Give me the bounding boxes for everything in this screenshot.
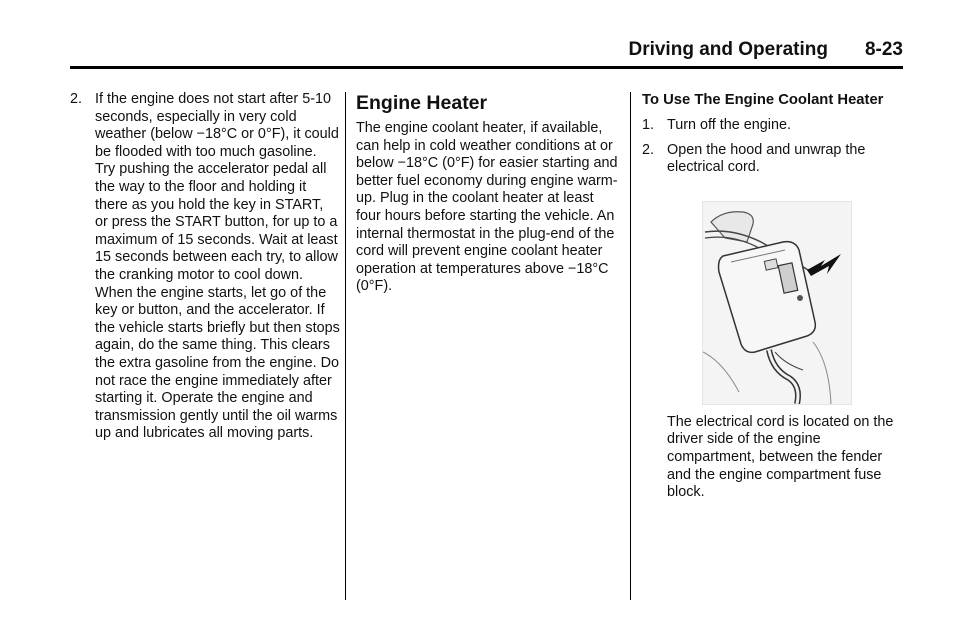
- coolant-heater-illustration: [702, 201, 852, 405]
- column-divider-right: [630, 92, 631, 600]
- page-number: 8-23: [864, 39, 903, 60]
- step-number: 2.: [642, 141, 655, 158]
- column-right: [642, 91, 904, 502]
- engine-coolant-heater-cord-illustration-icon: [703, 202, 851, 404]
- step-text: Open the hood and unwrap the electrical cord.: [667, 141, 866, 176]
- figure-caption-text: The electrical cord is located on the driver side of the engine compartment, between the fender and the engine compartment fuse block.: [667, 413, 894, 501]
- subsection-heading: To Use The Engine Coolant Heater: [642, 92, 884, 108]
- list-item: [642, 117, 904, 135]
- step-number: 2.: [70, 91, 83, 107]
- column-middle: [356, 91, 622, 296]
- section-body: The engine coolant heater, if available, can help in cold weather conditions at or below −18°C (0°F) for easier starting and better fuel economy during engine warm-up. Plug in the coolant heater at least four hours before starting the vehicle. An internal thermostat in the plug-end of the cord will prevent engine coolant heater operation at temperatures above −18°C (0°F).: [356, 120, 618, 295]
- list-item: [642, 142, 904, 177]
- step-number: 1.: [642, 117, 655, 133]
- step-text: If the engine does not start after 5-10 seconds, especially in very cold weather (below −18°C or 0°F), it could be flooded with too much gasoline. Try pushing the accelerator pedal all the way to the floor and holding it there as you hold the key in START, or press the START button, for up to a maximum of 15 seconds. Wait at least 15 seconds between each try, to allow the cranking motor to cool down. When the engine starts, let go of the key or button, and the accelerator. If the vehicle starts briefly but then stops again, do the same thing. This clears the extra gasoline from the engine. Do not race the engine immediately after starting it. Operate the engine and transmission gently until the oil warms up and lubricates all moving parts.: [95, 91, 340, 442]
- section-title: Driving and Operating: [628, 39, 828, 60]
- column-left: [70, 91, 340, 443]
- column-divider-left: [345, 92, 346, 600]
- section-heading: Engine Heater: [356, 92, 488, 114]
- page-header: [70, 36, 903, 69]
- step-text: Turn off the engine.: [667, 117, 792, 133]
- list-item: [70, 91, 340, 443]
